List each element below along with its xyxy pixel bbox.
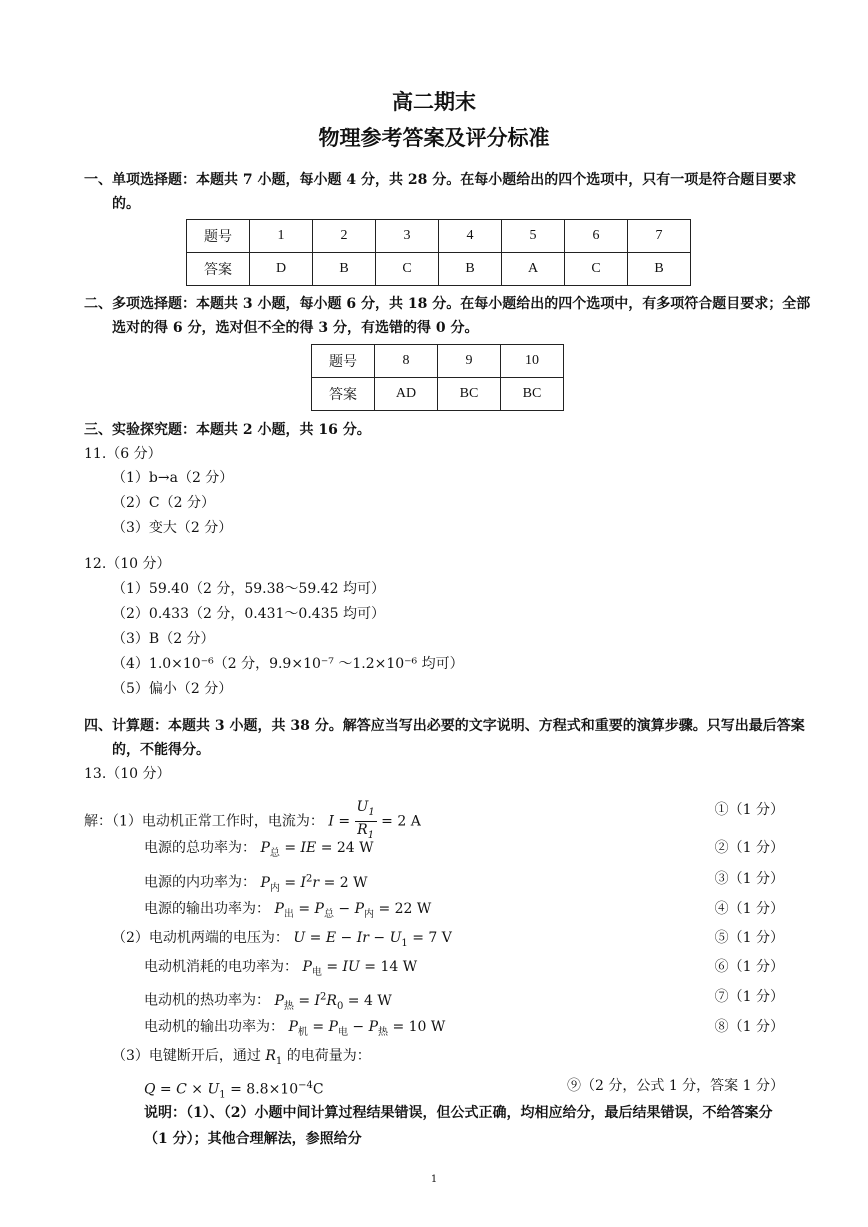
q11-item-2: （2）C（2 分） [112,495,215,511]
solution-line-6 [144,956,417,984]
q13-label: 13.（10 分） [84,766,171,782]
table-cell: B [628,253,691,286]
page-subtitle: 物理参考答案及评分标准 [318,125,550,150]
table-cell: B [313,253,376,286]
formula-internal-power: $P_内 = I^2r = 2$ W [260,873,368,894]
score-5: ⑤（1 分） [714,930,784,946]
score-4: ④（1 分） [714,901,784,917]
formula-electric-power: $P_电$ = IU = 14 W [302,959,418,978]
line3-text: 电源的内功率为： [144,874,256,891]
part2-label: （2）电动机两端的电压为： [112,930,289,946]
formula-heat-power: $P_热 = I^2R_0 = 4$ W [274,991,392,1012]
q12-label: 12.（10 分） [84,556,171,572]
score-6: ⑥（1 分） [714,959,784,975]
solution-prefix: 解： [84,813,112,830]
table-row [312,378,564,411]
table-cell: 9 [438,345,501,378]
q12-item-2: （2）0.433（2 分，0.431～0.435 均可） [112,606,385,622]
table-cell: 10 [501,345,564,378]
score-8: ⑧（1 分） [714,1019,784,1035]
table-cell: C [565,253,628,286]
part1-label: （1）电动机正常工作时，电流为： [112,813,324,830]
table-cell: 2 [313,220,376,253]
grading-note: 说明：（1）、（2）小题中间计算过程结果错误，但公式正确，均相应给分，最后结果错误，不给答案分（1 分）；其他合理解法，参照给分 [144,1105,773,1147]
solution-line-3 [144,868,368,899]
solution-line-4 [144,898,431,926]
section-4-heading: 四、计算题：本题共 3 小题，共 38 分。解答应当写出必要的文字说明、方程式和重要的演算步骤。只写出最后答案的，不能得分。 [84,718,805,758]
formula-mechanical-power: $P_机 = P_电 - P_热 = 10$ W [288,1019,446,1038]
section-2-heading: 二、多项选择题：本题共 3 小题，每小题 6 分，共 18 分。在每小题给出的四个选项中，有多项符合题目要求；全部选对的得 6 分，选对但不全的得 3 分，有选错的得 0 分。 [84,296,811,336]
line2-text: 电源的总功率为： [144,840,256,856]
formula-total-power: $P_总$ = IE = 24 W [260,840,374,859]
table-cell: 1 [250,220,313,253]
table-cell: 答案 [187,253,250,286]
q12-item-5: （5）偏小（2 分） [112,681,233,697]
formula-charge: $Q = C \times U_1 = 8.8\times 10^{-4}C$ [144,1080,324,1101]
score-9: ⑨（2 分，公式 1 分，答案 1 分） [567,1078,784,1094]
multi-choice-answer-table [311,344,564,411]
table-row [187,253,691,286]
page-number: 1 [430,1174,438,1185]
table-cell: 4 [439,220,502,253]
table-cell: 题号 [312,345,375,378]
table-cell: 答案 [312,378,375,411]
table-cell: D [250,253,313,286]
score-1: ①（1 分） [714,802,784,818]
formula-motor-voltage: $U = E - Ir - U_1 = 7$ V [293,930,452,949]
table-row [312,345,564,378]
solution-line-8 [144,1016,445,1044]
table-row [187,220,691,253]
symbol-r1: $R_1$ [265,1048,283,1067]
line7-text: 电动机的热功率为： [144,992,270,1009]
part3-label: （3）电键断开后，通过 [112,1048,261,1064]
page-title: 高二期末 [392,89,476,114]
part3-suffix: 的电荷量为： [286,1048,371,1064]
solution-line-2 [144,837,374,865]
solution-line-7 [144,986,392,1017]
table-cell: 题号 [187,220,250,253]
solution-line-9 [112,1045,371,1073]
solution-line-5 [112,927,452,955]
q12-item-1: （1）59.40（2 分，59.38～59.42 均可） [112,581,385,597]
table-cell: 7 [628,220,691,253]
score-2: ②（1 分） [714,840,784,856]
table-cell: AD [375,378,438,411]
q12-item-3: （3）B（2 分） [112,631,215,647]
table-cell: BC [438,378,501,411]
line8-text: 电动机的输出功率为： [144,1019,284,1035]
table-cell: 3 [376,220,439,253]
line6-text: 电动机消耗的电功率为： [144,959,298,975]
table-cell: 6 [565,220,628,253]
q12-item-4: （4）1.0×10⁻⁶（2 分，9.9×10⁻⁷ ～1.2×10⁻⁶ 均可） [112,656,464,672]
table-cell: A [502,253,565,286]
table-cell: BC [501,378,564,411]
table-cell: 8 [375,345,438,378]
section-1-heading: 一、单项选择题：本题共 7 小题，每小题 4 分，共 28 分。在每小题给出的四个选项中，只有一项是符合题目要求的。 [84,172,797,212]
line4-text: 电源的输出功率为： [144,901,270,917]
table-cell: C [376,253,439,286]
single-choice-answer-table [186,219,691,286]
score-3: ③（1 分） [714,871,784,887]
q11-item-3: （3）变大（2 分） [112,520,233,536]
q11-label: 11.（6 分） [84,446,162,462]
section-3-heading: 三、实验探究题：本题共 2 小题，共 16 分。 [84,422,371,438]
score-7: ⑦（1 分） [714,989,784,1005]
formula-output-power: $P_出 = P_总 - P_内 = 22$ W [274,901,432,920]
formula-current: I = $\frac{U_1}{R_1}$ = 2 A [328,799,421,841]
table-cell: 5 [502,220,565,253]
table-cell: B [439,253,502,286]
q11-item-1: （1）b→a（2 分） [112,470,234,486]
